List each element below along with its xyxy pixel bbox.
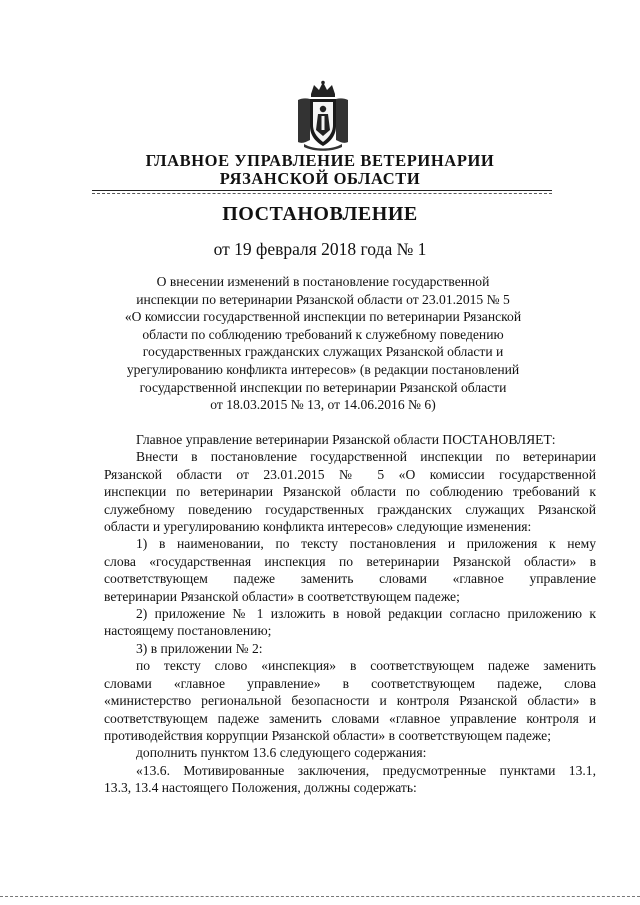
document-date: от 19 февраля 2018 года № 1 (213, 239, 427, 259)
body-line: соответствующем падеже заменить словами «главное управление контроля и (104, 710, 596, 726)
body-line: 13.3, 13.4 настоящего Положения, должны содержать: (104, 780, 417, 796)
body-line: Рязанской области от 23.01.2015 № 5 «О комиссии государственной (104, 466, 596, 482)
document-subject (108, 273, 538, 414)
body-line: противодействия коррупции Рязанской области» в соответствующем падеже; (104, 727, 551, 743)
body-line: 2) приложение № 1 изложить в новой редакции согласно приложению к (136, 606, 596, 622)
body-line: дополнить пунктом 13.6 следующего содержания: (136, 745, 427, 761)
document-body (104, 431, 596, 797)
body-line: области и урегулированию конфликта интересов» следующие изменения: (104, 519, 532, 535)
organization-name-line2: РЯЗАНСКОЙ ОБЛАСТИ (219, 169, 421, 188)
body-line: настоящему постановлению; (104, 623, 272, 639)
body-line: инспекции по ветеринарии Рязанской области по соблюдению требований к (104, 484, 596, 500)
subject-line: О внесении изменений в постановление государственной (156, 274, 490, 289)
body-line: ветеринарии Рязанской области» в соответствующем падеже; (104, 588, 460, 604)
body-line: «13.6. Мотивированные заключения, предусмотренные пунктами 13.1, (136, 762, 596, 778)
body-line: «министерство региональной безопасности и контроля Рязанской области» в (104, 693, 596, 709)
subject-line: инспекции по ветеринарии Рязанской области от 23.01.2015 № 5 (136, 291, 510, 307)
body-line: служебному поведению государственных гражданских служащих Рязанской (104, 501, 596, 517)
body-line: соответствующем падеже заменить словами «главное управление (104, 571, 596, 587)
header-divider-dashed (92, 193, 552, 194)
subject-line: «О комиссии государственной инспекции по ветеринарии Рязанской (124, 309, 522, 325)
header-divider (92, 190, 552, 191)
subject-line: урегулированию конфликта интересов» (в редакции постановлений (126, 361, 520, 377)
body-line: по тексту слово «инспекция» в соответствующем падеже заменить (136, 658, 596, 674)
subject-line: государственных гражданских служащих Рязанской области и (142, 344, 504, 360)
subject-line: государственной инспекции по ветеринарии Рязанской области (139, 379, 507, 395)
body-line: 3) в приложении № 2: (136, 640, 263, 656)
body-line: словами «главное управление» в соответствующем падеже, слова (104, 675, 596, 691)
coat-of-arms-icon (292, 80, 354, 152)
organization-name-line1: ГЛАВНОЕ УПРАВЛЕНИЕ ВЕТЕРИНАРИИ (145, 151, 495, 170)
document-title: ПОСТАНОВЛЕНИЕ (222, 203, 418, 225)
body-line: 1) в наименовании, по тексту постановления и приложения к нему (136, 536, 596, 552)
body-line: Внести в постановление государственной инспекции по ветеринарии (136, 449, 596, 465)
body-line: слова «государственная инспекция по ветеринарии Рязанской области» в (104, 553, 596, 569)
scan-edge (0, 896, 640, 897)
body-line: Главное управление ветеринарии Рязанской области ПОСТАНОВЛЯЕТ: (136, 432, 556, 447)
subject-line: области по соблюдению требований к служебному поведению (142, 326, 504, 342)
subject-line: от 18.03.2015 № 13, от 14.06.2016 № 6) (210, 397, 436, 413)
